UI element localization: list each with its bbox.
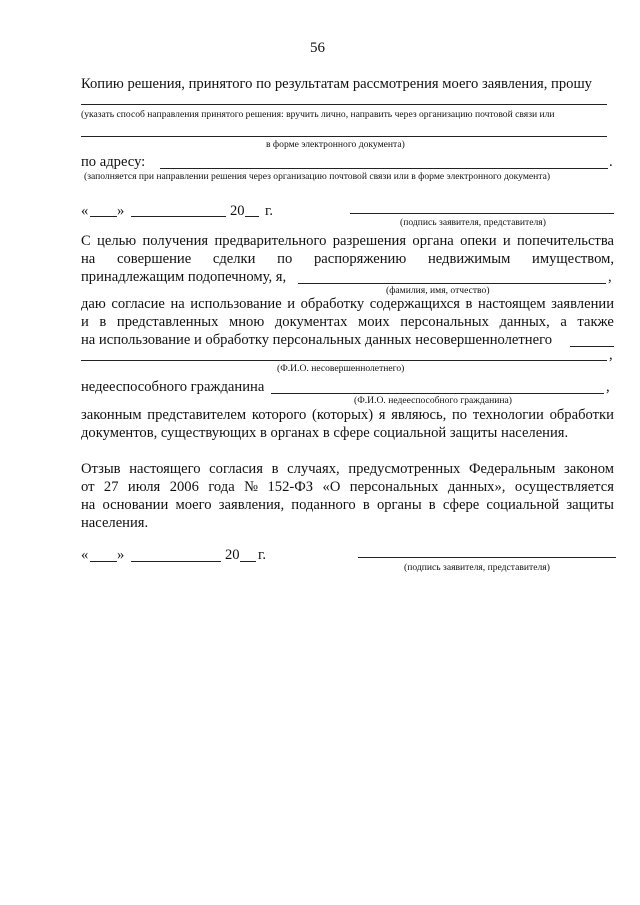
consent-line-8-end: , bbox=[606, 379, 610, 395]
signature-field-2[interactable] bbox=[358, 557, 616, 558]
page-number: 56 bbox=[310, 40, 325, 56]
year-field[interactable] bbox=[245, 216, 259, 217]
consent-line-3-end: , bbox=[608, 269, 612, 285]
delivery-method-hint: (указать способ направления принятого решения: вручить лично, направить через организацию почтовой связи или bbox=[81, 109, 555, 120]
incapable-fio-hint: (Ф.И.О. недееспособного гражданина) bbox=[354, 395, 512, 406]
year-field-2[interactable] bbox=[240, 561, 256, 562]
consent-line-6: на использование и обработку персональных данных несовершеннолетнего bbox=[81, 332, 552, 348]
address-field[interactable] bbox=[160, 168, 608, 169]
incapable-fio-field[interactable] bbox=[271, 393, 604, 394]
consent-line-5: и в представленных мною документах моих персональных данных, а также bbox=[81, 314, 614, 330]
withdrawal-line-3: на основании моего заявления, поданного в органы в сфере социальной защиты bbox=[81, 497, 614, 513]
applicant-fio-hint: (фамилия, имя, отчество) bbox=[386, 285, 490, 296]
withdrawal-line-2: от 27 июля 2006 года № 152-ФЗ «О персональных данных», осуществляется bbox=[81, 479, 614, 495]
withdrawal-line-1: Отзыв настоящего согласия в случаях, предусмотренных Федеральным законом bbox=[81, 461, 614, 477]
withdrawal-line-4: населения. bbox=[81, 515, 149, 531]
minor-fio-field-start[interactable] bbox=[570, 346, 614, 347]
day-field-2[interactable] bbox=[90, 561, 117, 562]
minor-fio-field[interactable] bbox=[81, 360, 607, 361]
address-end-punct: . bbox=[609, 154, 613, 170]
consent-line-4: даю согласие на использование и обработку содержащихся в настоящем заявлении bbox=[81, 296, 614, 312]
consent-line-8-label: недееспособного гражданина bbox=[81, 379, 265, 395]
date-open-quote: « bbox=[81, 203, 89, 219]
year-prefix: 20 bbox=[230, 203, 245, 219]
consent-line-3-label: принадлежащим подопечному, я, bbox=[81, 269, 287, 285]
consent-line-7-end: , bbox=[609, 347, 613, 363]
delivery-method-line[interactable] bbox=[81, 104, 607, 105]
year2-suffix: г. bbox=[258, 547, 266, 563]
address-label: по адресу: bbox=[81, 154, 146, 170]
applicant-fio-field[interactable] bbox=[298, 283, 606, 284]
minor-fio-hint: (Ф.И.О. несовершеннолетнего) bbox=[277, 363, 405, 374]
delivery-method-line-2[interactable] bbox=[81, 136, 607, 137]
date2-close-quote: » bbox=[117, 547, 125, 563]
consent-line-2: на совершение сделки по распоряжению недвижимым имуществом, bbox=[81, 251, 614, 267]
consent-line-10: документов, существующих в органах в сфере социальной защиты населения. bbox=[81, 425, 569, 441]
consent-line-1: С целью получения предварительного разрешения органа опеки и попечительства bbox=[81, 233, 614, 249]
month-field[interactable] bbox=[131, 216, 226, 217]
year-suffix: г. bbox=[265, 203, 273, 219]
delivery-method-hint-2: в форме электронного документа) bbox=[266, 139, 405, 150]
copy-request-text: Копию решения, принятого по результатам рассмотрения моего заявления, прошу bbox=[81, 76, 592, 92]
day-field[interactable] bbox=[90, 216, 117, 217]
date2-open-quote: « bbox=[81, 547, 89, 563]
consent-line-9: законным представителем которого (которых) я являюсь, по технологии обработки bbox=[81, 407, 614, 423]
date-close-quote: » bbox=[117, 203, 125, 219]
signature-hint-1: (подпись заявителя, представителя) bbox=[400, 217, 546, 228]
signature-field-1[interactable] bbox=[350, 213, 614, 214]
month-field-2[interactable] bbox=[131, 561, 221, 562]
signature-hint-2: (подпись заявителя, представителя) bbox=[404, 562, 550, 573]
address-hint: (заполняется при направлении решения через организацию почтовой связи или в форме электронного документа) bbox=[84, 171, 551, 182]
year2-prefix: 20 bbox=[225, 547, 240, 563]
